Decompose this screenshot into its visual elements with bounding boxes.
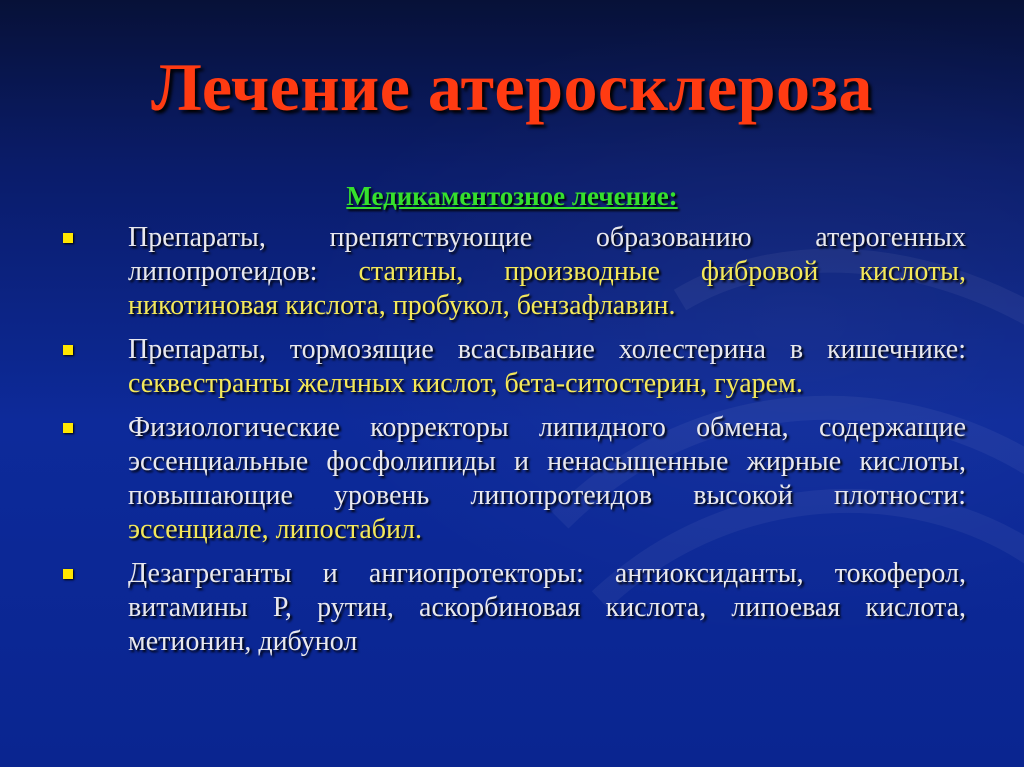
bullet-text: Дезагреганты и ангиопротекторы: антиоксиданты, токоферол, витамины Р, рутин, аскорбиновая кислота, липоевая кислота, метионин, дибунол — [128, 558, 966, 657]
bullet-text: Физиологические корректоры липидного обмена, содержащие эссенциальные фосфолипиды и ненасыщенные жирные кислоты, повышающие уровень липопротеидов высокой плотности: — [128, 412, 966, 511]
square-bullet-icon — [63, 345, 73, 355]
slide-subtitle: Медикаментозное лечение: — [346, 181, 678, 211]
bullet-highlight-text: эссенциале, липостабил. — [128, 514, 422, 545]
bullet-item-3 — [60, 411, 966, 547]
bullet-highlight-text: секвестранты желчных кислот, бета-ситостерин, гуарем. — [128, 368, 803, 399]
bullet-text: Препараты, тормозящие всасывание холестерина в кишечнике: — [128, 334, 966, 365]
slide-title: Лечение атеросклероза — [151, 49, 873, 125]
square-bullet-icon — [63, 233, 73, 243]
bullet-text: Препараты, препятствующие образованию атерогенных липопротеидов: — [128, 222, 966, 287]
square-bullet-icon — [63, 569, 73, 579]
bullet-item-1 — [60, 221, 966, 323]
bullet-item-2 — [60, 333, 966, 401]
square-bullet-icon — [63, 423, 73, 433]
bullet-highlight-text: статины, производные фибровой кислоты, никотиновая кислота, пробукол, бензафлавин. — [128, 256, 966, 321]
bullet-list — [60, 221, 966, 669]
bullet-item-4 — [60, 557, 966, 659]
